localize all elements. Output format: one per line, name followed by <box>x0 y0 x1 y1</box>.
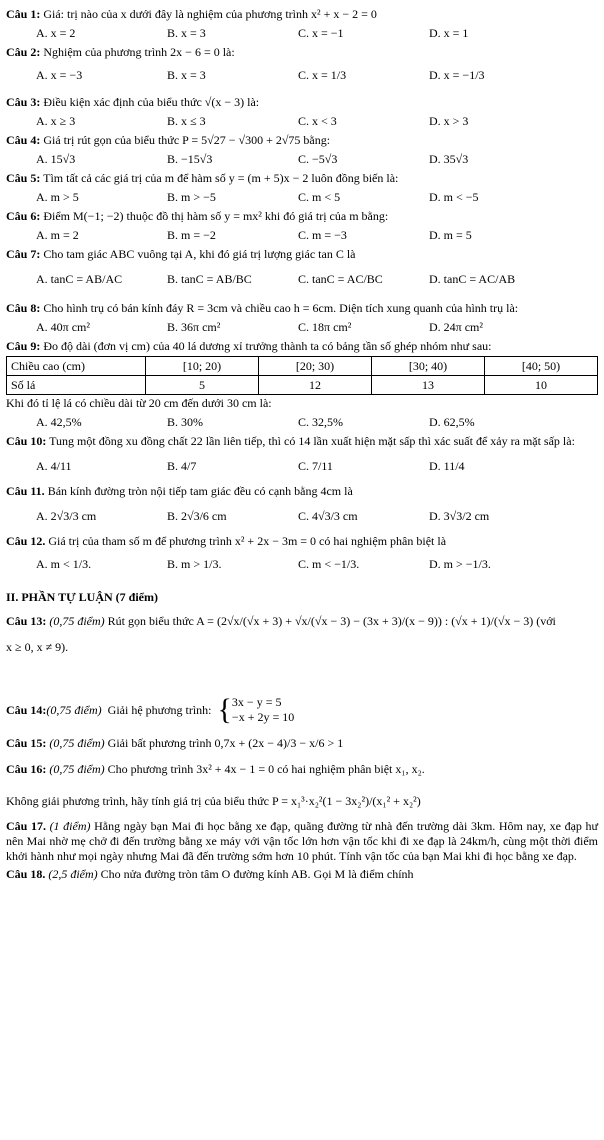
option-a: A. m > 5 <box>36 190 79 204</box>
table-cell: [10; 20) <box>146 357 259 376</box>
option-c: C. 4√3/3 cm <box>298 509 358 523</box>
option-d: D. 24π cm² <box>429 320 483 334</box>
question-points: (0,75 điểm) <box>49 762 105 776</box>
question-13 <box>6 611 598 631</box>
answer-options <box>6 262 598 296</box>
question-text: Nghiệm của phương trình 2x − 6 = 0 là: <box>43 45 235 59</box>
question-text: Hằng ngày bạn Mai đi học bằng xe đạp, quãng đường từ nhà đến trường dài 3km. Hôm nay, xe đạp hư nên Mai nhờ mẹ chở đi đến trường bằng xe máy với vận tốc lớn hơn vận tốc khi đi xe đạp là 24km/h, cùng một thời điểm khởi hành như mọi ngày nhưng Mai đã đến trường sớm hơn 10 phút. Tính vận tốc của bạn Mai khi đi học bằng xe đạp. <box>6 819 599 863</box>
option-c: C. x < 3 <box>298 114 337 128</box>
equation-1: 3x − y = 5 <box>231 695 282 709</box>
option-c: C. −5√3 <box>298 152 338 166</box>
question-9-followup: Khi đó tỉ lệ lá có chiều dài từ 20 cm đến dưới 30 cm là: <box>6 396 272 410</box>
question-label: Câu 14: <box>6 702 47 717</box>
table-cell: 12 <box>259 376 372 395</box>
option-a: A. 4/11 <box>36 459 72 473</box>
option-a: A. m = 2 <box>36 228 79 242</box>
answer-options <box>6 449 598 483</box>
question-text: Đo độ dài (đơn vị cm) của 40 lá dương xỉ trưởng thành ta có bảng tần số ghép nhóm như sau: <box>43 339 492 353</box>
question-points: (1 điểm) <box>49 819 91 833</box>
question-11 <box>6 483 598 499</box>
question-8 <box>6 300 598 316</box>
option-b: B. −15√3 <box>167 152 213 166</box>
option-d: D. 3√3/2 cm <box>429 509 490 523</box>
answer-options <box>6 316 598 338</box>
question-18 <box>6 866 598 882</box>
table-cell: 13 <box>372 376 485 395</box>
question-label: Câu 9: <box>6 339 41 353</box>
option-a: A. 15√3 <box>36 152 76 166</box>
question-label: Câu 17. <box>6 819 46 833</box>
option-d: D. 62,5% <box>429 415 475 429</box>
option-c: C. 7/11 <box>298 459 333 473</box>
question-label: Câu 6: <box>6 209 41 223</box>
question-text: Điểm M(−1; −2) thuộc đồ thị hàm số y = mx² khi đó giá trị của m bằng: <box>43 209 389 223</box>
option-c: C. x = 1/3 <box>298 68 347 82</box>
option-a: A. 2√3/3 cm <box>36 509 97 523</box>
answer-options <box>6 411 598 433</box>
question-14 <box>6 695 598 725</box>
option-b: B. x ≤ 3 <box>167 114 206 128</box>
question-9 <box>6 338 598 354</box>
question-text: Bán kính đường tròn nội tiếp tam giác đều có cạnh bằng 4cm là <box>47 484 353 498</box>
option-b: B. m > 1/3. <box>167 557 222 571</box>
answer-options <box>6 549 598 579</box>
option-a: A. 40π cm² <box>36 320 90 334</box>
question-16 <box>6 761 598 777</box>
table-row <box>7 376 598 395</box>
question-text: Giá trị của tham số m để phương trình x² + 2x − 3m = 0 có hai nghiệm phân biệt là <box>48 534 447 548</box>
option-d: D. tanC = AC/AB <box>429 272 516 286</box>
table-cell: [40; 50) <box>485 357 598 376</box>
question-points: (2,5 điểm) <box>48 867 98 881</box>
table-cell: 5 <box>146 376 259 395</box>
option-a: A. 42,5% <box>36 415 82 429</box>
question-5 <box>6 170 598 186</box>
question-label: Câu 7: <box>6 247 41 261</box>
question-text: Giải hệ phương trình: <box>107 702 212 717</box>
question-12 <box>6 533 598 549</box>
option-b: B. 2√3/6 cm <box>167 509 227 523</box>
question-label: Câu 1: <box>6 7 41 21</box>
option-c: C. m < −1/3. <box>298 557 360 571</box>
question-label: Câu 10: <box>6 434 47 448</box>
brace-icon: { <box>217 693 232 726</box>
option-b: B. x = 3 <box>167 26 206 40</box>
question-17 <box>6 819 598 864</box>
question-1 <box>6 6 598 22</box>
question-4 <box>6 132 598 148</box>
question-label: Câu 8: <box>6 301 41 315</box>
question-label: Câu 16: <box>6 762 47 776</box>
option-d: D. m > −1/3. <box>429 557 491 571</box>
answer-options <box>6 110 598 132</box>
answer-options <box>6 60 598 90</box>
question-text: Giá trị rút gọn của biểu thức P = 5√27 − √300 + 2√75 bằng: <box>43 133 331 147</box>
option-d: D. m < −5 <box>429 190 479 204</box>
question-text: Giá: trị nào của x dưới đây là nghiệm của phương trình x² + x − 2 = 0 <box>43 7 377 21</box>
option-d: D. 11/4 <box>429 459 465 473</box>
option-d: D. x > 3 <box>429 114 469 128</box>
option-c: C. 18π cm² <box>298 320 352 334</box>
question-text: Giải bất phương trình 0,7x + (2x − 4)/3 − x/6 > 1 <box>107 736 344 750</box>
option-b: B. 30% <box>167 415 203 429</box>
answer-options <box>6 22 598 44</box>
table-cell: 10 <box>485 376 598 395</box>
equation-system <box>218 695 295 725</box>
option-d: D. 35√3 <box>429 152 469 166</box>
table-cell: [20; 30) <box>259 357 372 376</box>
question-points: (0,75 điểm) <box>46 702 102 717</box>
question-label: Câu 18. <box>6 867 46 881</box>
frequency-table <box>6 356 598 395</box>
question-text: Cho tam giác ABC vuông tại A, khi đó giá trị lượng giác tan C là <box>43 247 356 261</box>
option-b: B. 4/7 <box>167 459 197 473</box>
option-c: C. m < 5 <box>298 190 341 204</box>
table-cell: [30; 40) <box>372 357 485 376</box>
question-2 <box>6 44 598 60</box>
table-cell: Số lá <box>7 376 146 395</box>
option-b: B. m = −2 <box>167 228 216 242</box>
option-c: C. tanC = AC/BC <box>298 272 383 286</box>
question-label: Câu 11. <box>6 484 45 498</box>
table-row <box>7 357 598 376</box>
option-c: C. 32,5% <box>298 415 343 429</box>
question-7 <box>6 246 598 262</box>
question-points: (0,75 điểm) <box>49 614 105 628</box>
question-3 <box>6 94 598 110</box>
question-label: Câu 5: <box>6 171 41 185</box>
question-text: Tung một đồng xu đồng chất 22 lần liên tiếp, thì có 14 lần xuất hiện mặt sấp thì xác suất để xảy ra mặt sấp là: <box>49 434 575 448</box>
option-b: B. 36π cm² <box>167 320 221 334</box>
question-16-part-2: Không giải phương trình, hãy tính giá trị của biểu thức P = x₁³·x₂²(1 − 3x₂²)/(x₁² + x₂²) <box>6 794 421 808</box>
question-label: Câu 2: <box>6 45 41 59</box>
option-c: C. x = −1 <box>298 26 344 40</box>
answer-options <box>6 186 598 208</box>
option-c: C. m = −3 <box>298 228 347 242</box>
option-a: A. tanC = AB/AC <box>36 272 123 286</box>
question-text: Cho nửa đường tròn tâm O đường kính AB. Gọi M là điểm chính <box>100 867 414 881</box>
question-label: Câu 13: <box>6 614 47 628</box>
answer-options <box>6 148 598 170</box>
answer-options <box>6 224 598 246</box>
question-10 <box>6 433 598 449</box>
option-b: B. x = 3 <box>167 68 206 82</box>
section-heading: II. PHẦN TỰ LUẬN (7 điểm) <box>6 590 158 604</box>
option-a: A. x = −3 <box>36 68 83 82</box>
question-text: Tìm tất cả các giá trị của m để hàm số y = (m + 5)x − 2 luôn đồng biến là: <box>43 171 399 185</box>
option-a: A. m < 1/3. <box>36 557 92 571</box>
question-text: Cho hình trụ có bán kính đáy R = 3cm và chiều cao h = 6cm. Diện tích xung quanh của hình trụ là: <box>43 301 519 315</box>
option-b: B. m > −5 <box>167 190 216 204</box>
option-a: A. x = 2 <box>36 26 76 40</box>
question-label: Câu 4: <box>6 133 41 147</box>
question-text: Cho phương trình 3x² + 4x − 1 = 0 có hai nghiệm phân biệt x₁, x₂. <box>107 762 425 776</box>
question-label: Câu 3: <box>6 95 41 109</box>
question-label: Câu 15: <box>6 736 47 750</box>
option-b: B. tanC = AB/BC <box>167 272 252 286</box>
table-cell: Chiều cao (cm) <box>7 357 146 376</box>
option-a: A. x ≥ 3 <box>36 114 76 128</box>
question-13-condition: x ≥ 0, x ≠ 9). <box>6 640 69 654</box>
answer-options <box>6 499 598 533</box>
question-text: Rút gọn biểu thức A = (2√x/(√x + 3) + √x/(√x − 3) − (3x + 3)/(x − 9)) : (√x + 1)/(√x − 3) (với <box>107 614 556 628</box>
question-15 <box>6 733 598 753</box>
option-d: D. m = 5 <box>429 228 472 242</box>
question-points: (0,75 điểm) <box>49 736 105 750</box>
question-text: Điều kiện xác định của biểu thức √(x − 3) là: <box>43 95 260 109</box>
equation-2: −x + 2y = 10 <box>231 710 295 724</box>
option-d: D. x = 1 <box>429 26 469 40</box>
option-d: D. x = −1/3 <box>429 68 485 82</box>
question-6 <box>6 208 598 224</box>
question-label: Câu 12. <box>6 534 46 548</box>
